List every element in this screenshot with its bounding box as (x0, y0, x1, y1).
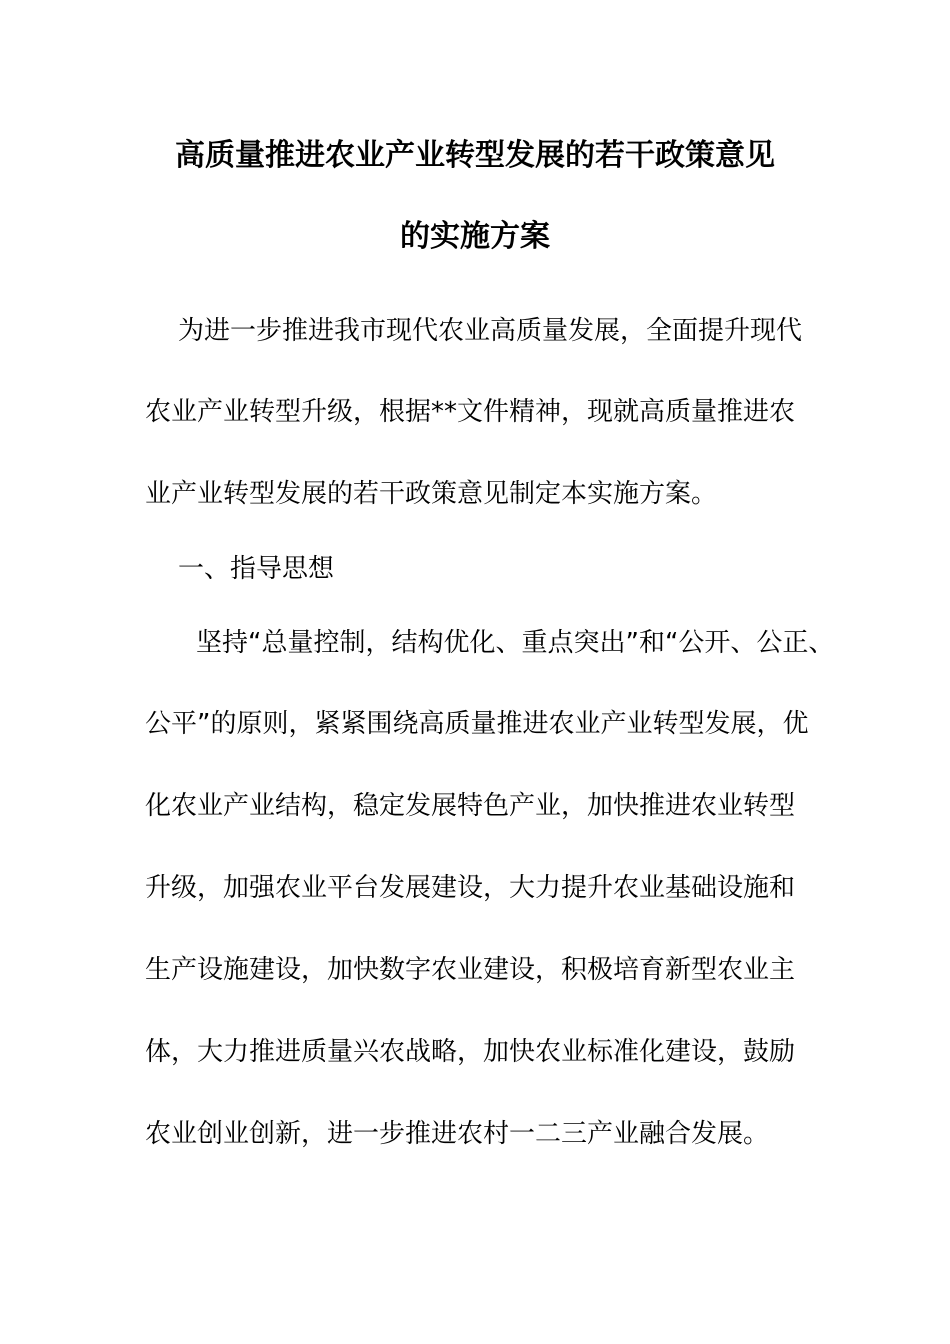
document-title-line-2: 的实施方案 (400, 219, 550, 254)
section-heading: 一、指导思想 (178, 554, 335, 584)
body-paragraph-line-2: 公平”的原则，紧紧围绕高质量推进农业产业转型发展，优 (145, 709, 809, 739)
document-title-line-1: 高质量推进农业产业转型发展的若干政策意见 (175, 138, 775, 173)
body-paragraph-line-4: 升级，加强农业平台发展建设，大力提升农业基础设施和 (145, 873, 796, 903)
intro-paragraph-line-1: 为进一步推进我市现代农业高质量发展，全面提升现代 (178, 316, 803, 346)
body-paragraph-line-1: 坚持“总量控制，结构优化、重点突出”和“公开、公正、 (196, 628, 835, 658)
intro-paragraph-line-2: 农业产业转型升级，根据**文件精神，现就高质量推进农 (145, 397, 796, 427)
body-paragraph-line-7: 农业创业创新，进一步推进农村一二三产业融合发展。 (145, 1119, 770, 1149)
intro-paragraph-line-3: 业产业转型发展的若干政策意见制定本实施方案。 (145, 479, 718, 509)
body-paragraph-line-5: 生产设施建设，加快数字农业建设，积极培育新型农业主 (145, 955, 796, 985)
body-paragraph-line-6: 体，大力推进质量兴农战略，加快农业标准化建设，鼓励 (145, 1037, 796, 1067)
body-paragraph-line-3: 化农业产业结构，稳定发展特色产业，加快推进农业转型 (145, 791, 796, 821)
